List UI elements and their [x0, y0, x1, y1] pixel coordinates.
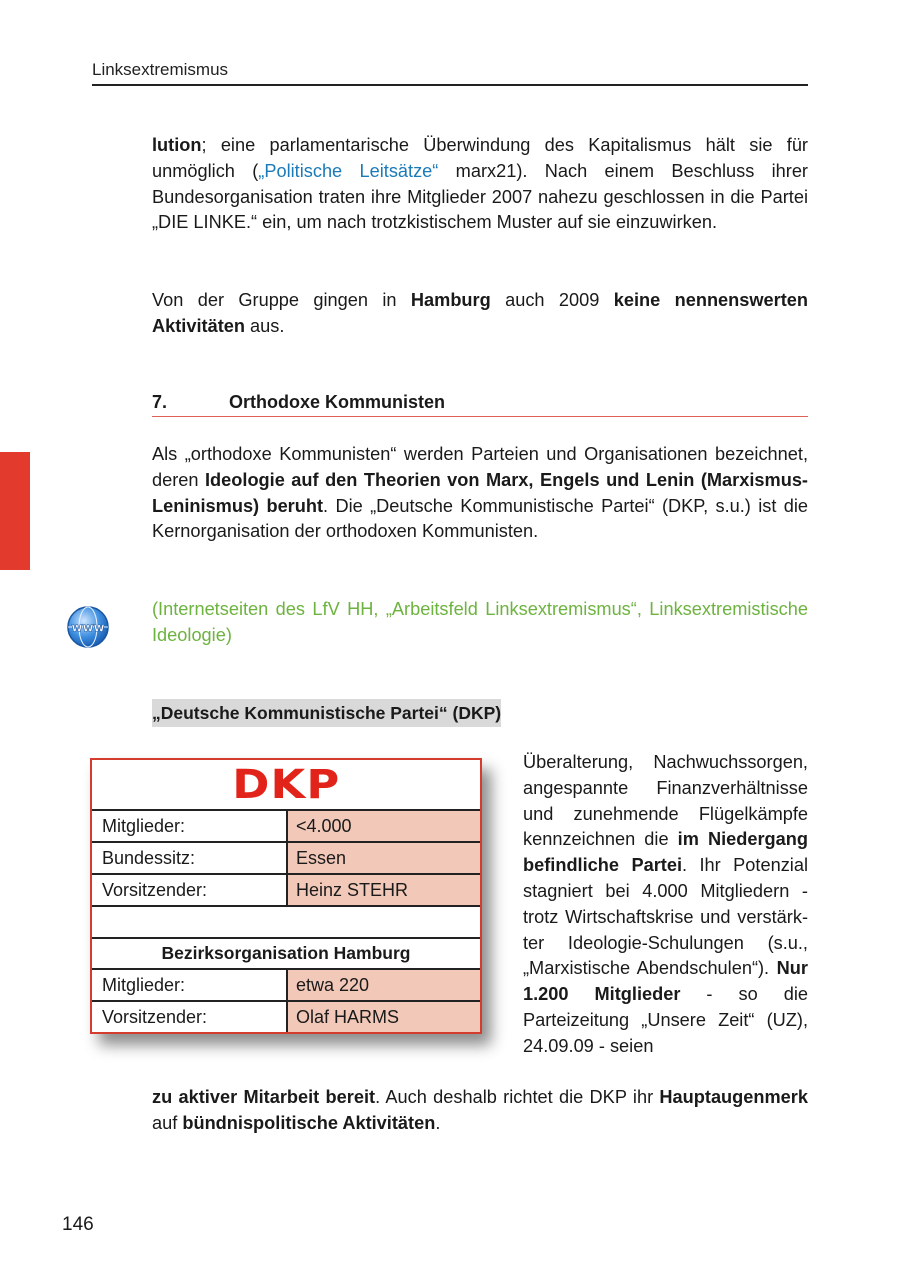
text: auch 2009	[490, 290, 614, 310]
text: marx21). Nach einem Beschluss ihrer Bundesorganisation traten ihre Mitglieder 2007 nahezu geschlossen in die Partei „DIE LINKE.“ ein, um nach trotzkistischem Muster auf sie einzuwirken.	[152, 160, 808, 233]
text: . Die „Deutsche Kommunistische Partei“ (DKP, s.u.) ist die Kernorganisation der orthodoxen Kommunisten.	[152, 495, 809, 542]
dkp-logo-row	[92, 760, 480, 811]
bold-text: zu aktiver Mitarbeit bereit	[152, 1087, 376, 1107]
paragraph-dkp-status	[523, 750, 808, 1060]
text: Überalterung, Nachwuchssorgen, angespannte Finanzverhältnisse und zunehmende Flügelkämpfe kennzeichnen die	[523, 752, 808, 850]
text: auf	[152, 1112, 183, 1133]
info-label: Mitglieder:	[92, 811, 288, 841]
text: Von der Gruppe gingen in	[152, 290, 411, 310]
bold-text: lution	[152, 135, 202, 155]
text: Als „orthodoxe Kommunisten“ werden Parteien und Organisationen bezeichnet, deren	[152, 444, 808, 490]
paragraph-intro	[152, 133, 808, 236]
spacer-row	[92, 907, 480, 939]
bold-text: Ideologie auf den Theorien von Marx, Engels und Lenin (Marxismus-Leninismus) beruht	[152, 469, 808, 516]
text: ; eine parlamentarische Überwindung des Kapitalismus hält sie für unmöglich (	[152, 135, 808, 181]
link-politische-leitsaetze[interactable]: „Politische Leitsätze“	[258, 160, 439, 181]
info-row	[92, 875, 480, 907]
info-row	[92, 1002, 480, 1032]
dkp-logo: DKP	[231, 761, 341, 808]
info-value: <4.000	[288, 811, 480, 841]
www-globe-icon[interactable]	[66, 605, 110, 649]
text: . Auch deshalb richtet die DKP ihr	[375, 1087, 660, 1107]
bold-text: Hauptaugenmerk	[659, 1087, 808, 1107]
svg-text:www: www	[71, 620, 105, 635]
info-label: Vorsitzender:	[92, 875, 288, 905]
bold-text: Nur 1.200 Mitglieder	[523, 958, 808, 1005]
page-number: 146	[62, 1214, 94, 1235]
text: aus.	[244, 315, 285, 336]
info-label: Mitglieder:	[92, 970, 288, 1000]
section-title: Orthodoxe Kommunisten	[229, 392, 446, 412]
info-row	[92, 843, 480, 875]
info-row	[92, 811, 480, 843]
party-info-box	[90, 758, 482, 1034]
bold-text: im Niedergang befindliche Partei	[523, 829, 808, 876]
bold-text: Hamburg	[410, 290, 491, 310]
info-value: Heinz STEHR	[288, 875, 480, 905]
info-label: Bundessitz:	[92, 843, 288, 873]
running-header: Linksextremismus	[92, 60, 229, 79]
web-link-lfv[interactable]: (Internetseiten des LfV HH, „Arbeitsfeld Linksextremismus“, Linksextremistische Ideologie)	[152, 599, 808, 645]
regional-heading: Bezirksorganisation Hamburg	[92, 939, 480, 970]
section-heading	[152, 392, 808, 417]
paragraph-definition	[152, 442, 808, 545]
chapter-tab-marker	[0, 452, 30, 570]
section-number: 7.	[152, 392, 168, 412]
info-value: Essen	[288, 843, 480, 873]
text: - so die Parteizeitung „Unsere Zeit“ (UZ), 24.09.09 - seien	[523, 984, 808, 1056]
text: . Ihr Potenzial stagniert bei 4.000 Mitgliedern - trotz Wirtschaftskrise und verstärkter Ideologie-Schulungen (s.u., „Marxistische Abendschulen“).	[523, 855, 808, 979]
info-label: Vorsitzender:	[92, 1002, 288, 1032]
header-rule	[92, 84, 808, 86]
info-value: etwa 220	[288, 970, 480, 1000]
bold-text: keine nennenswerten Aktivitäten	[152, 290, 809, 336]
paragraph-hamburg	[152, 288, 808, 340]
text: .	[435, 1112, 441, 1133]
paragraph-dkp-focus	[152, 1085, 808, 1137]
info-value: Olaf HARMS	[288, 1002, 480, 1032]
bold-text: bündnispolitische Aktivitäten	[182, 1112, 436, 1133]
info-row	[92, 970, 480, 1002]
subheading-dkp: „Deutsche Kommunistische Partei“ (DKP)	[152, 699, 501, 727]
